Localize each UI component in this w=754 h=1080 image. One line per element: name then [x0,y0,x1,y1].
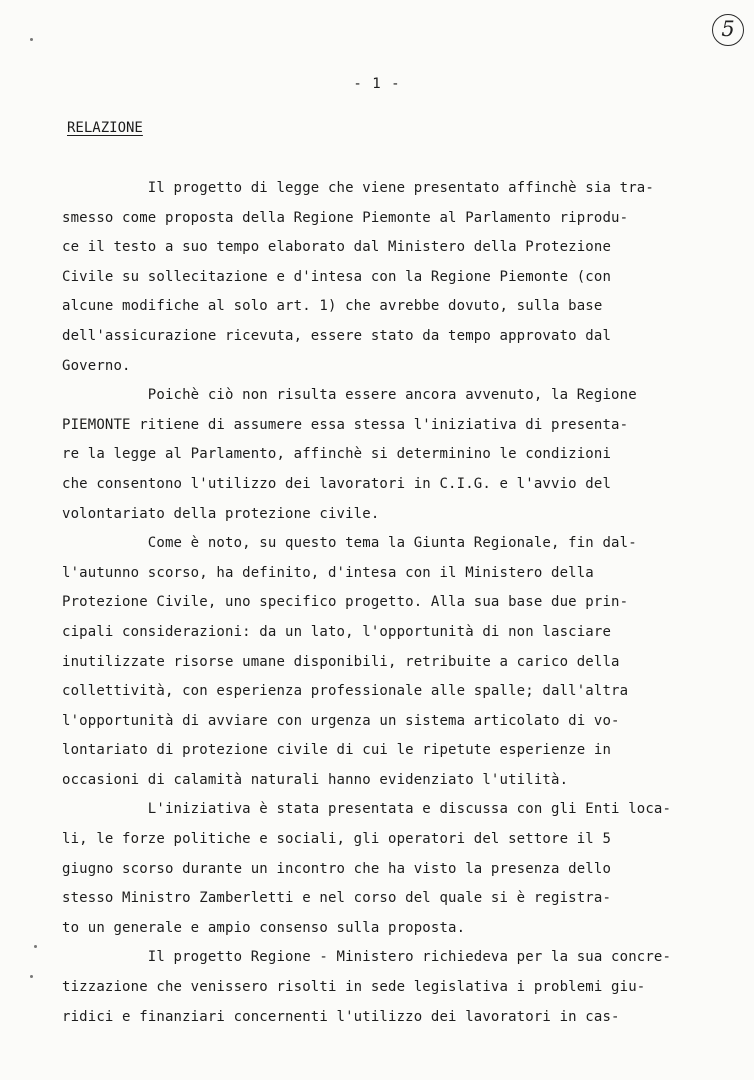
text-line: l'opportunità di avviare con urgenza un sistema articolato di vo- [62,712,620,729]
text-line: stesso Ministro Zamberletti e nel corso del quale si è registra- [62,890,612,907]
text-line: dell'assicurazione ricevuta, essere stato da tempo approvato dal [62,327,612,344]
text-line: Il progetto Regione - Ministero richiedeva per la sua concre- [62,949,672,966]
text-line: Il progetto di legge che viene presentato affinchè sia tra- [62,180,654,196]
text-line: Protezione Civile, uno specifico progetto. Alla sua base due prin- [62,594,629,611]
scan-speck [34,945,37,948]
text-line: collettività, con esperienza professionale alle spalle; dall'altra [62,683,629,700]
text-line: smesso come proposta della Regione Piemonte al Parlamento riprodu- [62,209,629,226]
text-line: inutilizzate risorse umane disponibili, retribuite a carico della [62,653,620,670]
text-line: che consentono l'utilizzo dei lavoratori in C.I.G. e l'avvio del [62,475,612,492]
text-line: giugno scorso durante un incontro che ha visto la presenza dello [62,860,612,877]
body-text [62,174,722,1032]
text-line: Poichè ciò non risulta essere ancora avvenuto, la Regione [62,387,637,404]
text-line: Come è noto, su questo tema la Giunta Regionale, fin dal- [62,535,637,552]
text-line: ce il testo a suo tempo elaborato dal Ministero della Protezione [62,239,612,256]
scan-speck [30,38,33,41]
text-line: ridici e finanziari concernenti l'utilizzo dei lavoratori in cas- [62,1008,620,1025]
text-line: tizzazione che venissero risolti in sede legislativa i problemi giu- [62,979,646,996]
text-line: cipali considerazioni: da un lato, l'opportunità di non lasciare [62,623,612,640]
text-line: volontariato della protezione civile. [62,505,380,522]
text-line: l'autunno scorso, ha definito, d'intesa con il Ministero della [62,564,594,581]
text-line: li, le forze politiche e sociali, gli operatori del settore il 5 [62,831,612,848]
text-line: L'iniziativa è stata presentata e discussa con gli Enti loca- [62,801,672,818]
text-line: re la legge al Parlamento, affinchè si determinino le condizioni [62,446,612,463]
text-line: Governo. [62,357,131,374]
scan-speck [30,975,33,978]
page-number: - 1 - [353,76,401,92]
text-line: Civile su sollecitazione e d'intesa con la Regione Piemonte (con [62,268,612,285]
circled-page-mark: 5 [712,14,744,46]
text-line: lontariato di protezione civile di cui le ripetute esperienze in [62,742,612,759]
text-line: occasioni di calamità naturali hanno evidenziato l'utilità. [62,771,569,788]
text-line: PIEMONTE ritiene di assumere essa stessa l'iniziativa di presenta- [62,416,629,433]
document-heading: RELAZIONE [67,120,143,136]
text-line: to un generale e ampio consenso sulla proposta. [62,919,466,936]
text-line: alcune modifiche al solo art. 1) che avrebbe dovuto, sulla base [62,298,603,315]
